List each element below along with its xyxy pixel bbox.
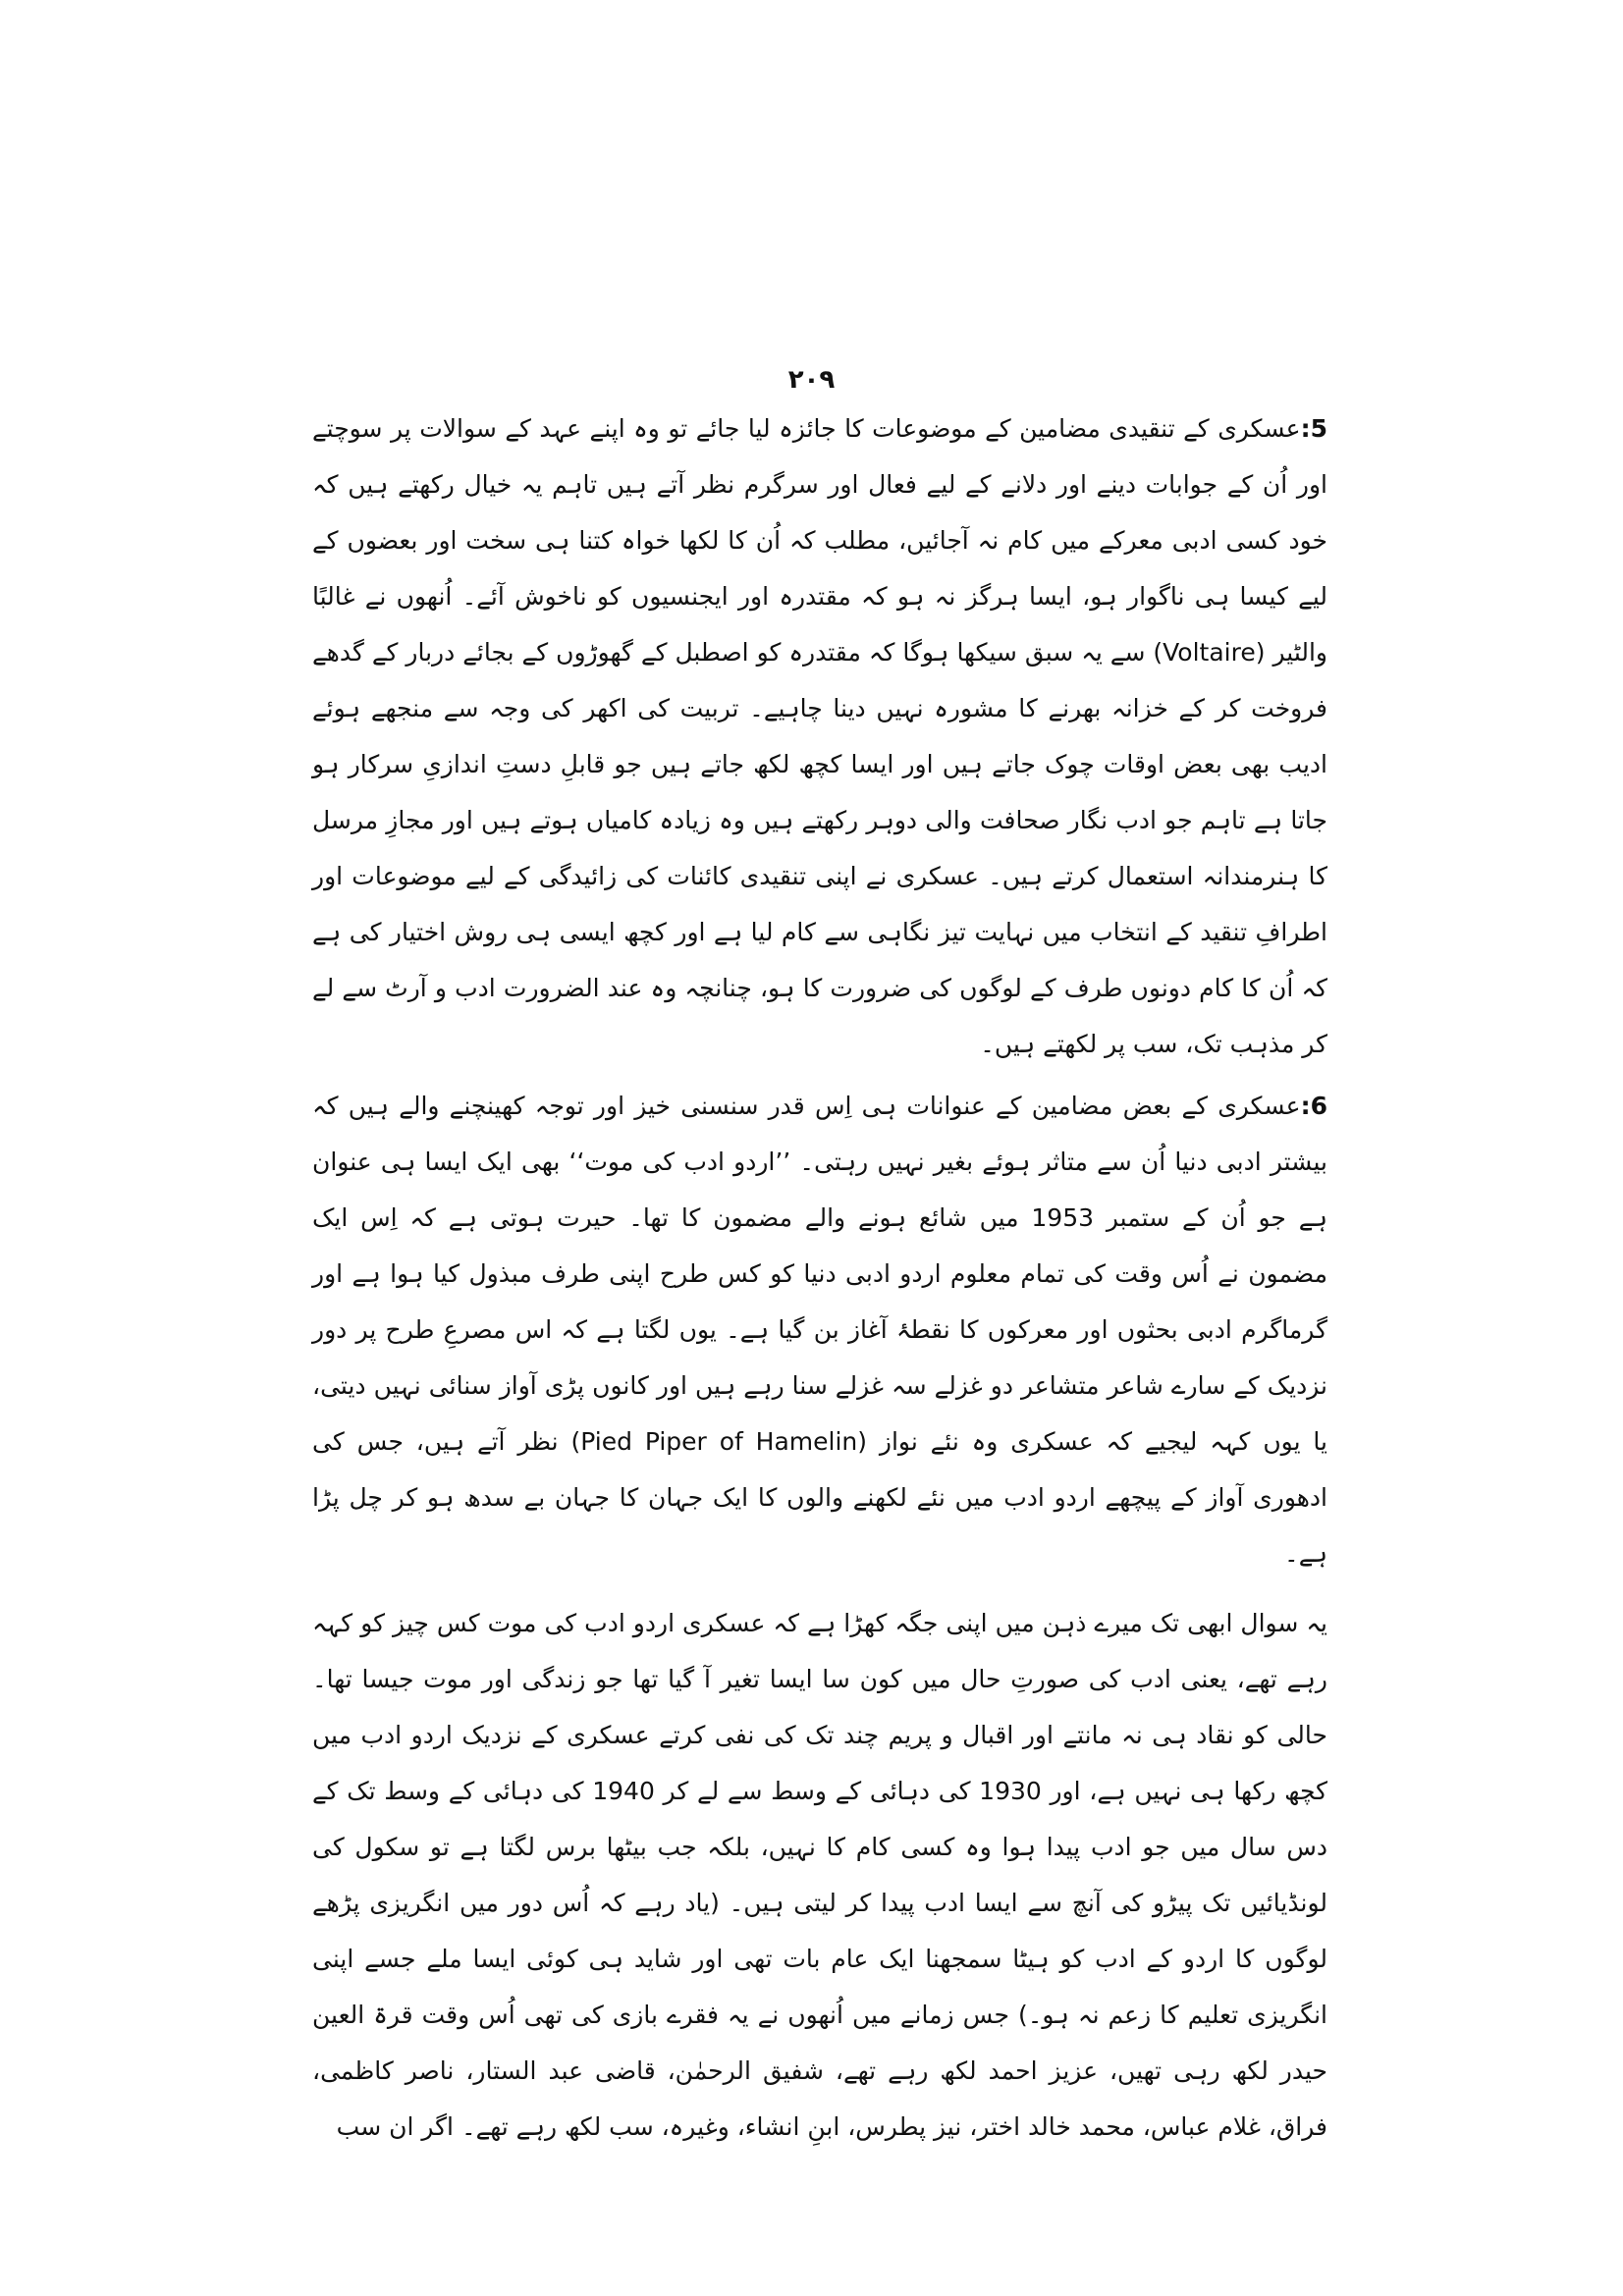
- body-text: [312, 400, 1327, 2155]
- footnote-number: 6:: [1300, 1092, 1327, 1120]
- footnote-number: 5:: [1300, 414, 1327, 443]
- footnote-text: عسکری کے تنقیدی مضامین کے موضوعات کا جائزہ لیا جائے تو وہ اپنے عہد کے سوالات پر سوچتے اور اُن کے جوابات دینے اور دلانے کے لیے فعال اور سرگرم نظر آتے ہیں تاہم یہ خیال رکھتے ہیں کہ خود کسی ادبی معرکے میں کام نہ آجائیں، مطلب کہ اُن کا لکھا خواہ کتنا ہی سخت اور بعضوں کے لیے کیسا ہی ناگوار ہو، ایسا ہرگز نہ ہو کہ مقتدرہ اور ایجنسیوں کو ناخوش آئے۔ اُنھوں نے غالبًا والٹیر (Voltaire) سے یہ سبق سیکھا ہوگا کہ مقتدرہ کو اصطبل کے گھوڑوں کے بجائے دربار کے گدھے فروخت کر کے خزانہ بھرنے کا مشورہ نہیں دینا چاہیے۔ تربیت کی اکھر کی وجہ سے منجھے ہوئے ادیب بھی بعض اوقات چوک جاتے ہیں اور ایسا کچھ لکھ جاتے ہیں جو قابلِ دستِ اندازیِ سرکار ہو جاتا ہے تاہم جو ادب نگار صحافت والی دوہر رکھتے ہیں وہ زیادہ کامیاں ہوتے ہیں اور مجازِ مرسل کا ہنرمندانہ استعمال کرتے ہیں۔ عسکری نے اپنی تنقیدی کائنات کی زائیدگی کے لیے موضوعات اور اطرافِ تنقید کے انتخاب میں نہایت تیز نگاہی سے کام لیا ہے اور کچھ ایسی ہی روش اختیار کی ہے کہ اُن کا کام دونوں طرف کے لوگوں کی ضرورت کا ہو، چنانچہ وہ عند الضرورت ادب و آرٹ سے لے کر مذہب تک، سب پر لکھتے ہیں۔: [312, 414, 1327, 1058]
- footnote-text: عسکری کے بعض مضامین کے عنوانات ہی اِس قدر سنسنی خیز اور توجہ کھینچنے والے ہیں کہ بیشتر ادبی دنیا اُن سے متاثر ہوئے بغیر نہیں رہتی۔ ’’اردو ادب کی موت‘‘ بھی ایک ایسا ہی عنوان ہے جو اُن کے ستمبر 1953 میں شائع ہونے والے مضمون کا تھا۔ حیرت ہوتی ہے کہ اِس ایک مضمون نے اُس وقت کی تمام معلوم اردو ادبی دنیا کو کس طرح اپنی طرف مبذول کیا ہوا ہے اور گرماگرم ادبی بحثوں اور معرکوں کا نقطۂ آغاز بن گیا ہے۔ یوں لگتا ہے کہ اس مصرعِ طرح پر دور نزدیک کے سارے شاعر متشاعر دو غزلے سہ غزلے سنا رہے ہیں اور کانوں پڑی آواز سنائی نہیں دیتی، یا یوں کہہ لیجیے کہ عسکری وہ نئے نواز (Pied Piper of Hamelin) نظر آتے ہیں، جس کی ادھوری آواز کے پیچھے اردو ادب میں نئے لکھنے والوں کا ایک جہان کا جہان بے سدھ ہو کر چل پڑا ہے۔: [312, 1092, 1327, 1568]
- body-paragraph: یہ سوال ابھی تک میرے ذہن میں اپنی جگہ کھڑا ہے کہ عسکری اردو ادب کی موت کس چیز کو کہہ رہے تھے، یعنی ادب کی صورتِ حال میں کون سا ایسا تغیر آ گیا تھا جو زندگی اور موت جیسا تھا۔ حالی کو نقاد ہی نہ مانتے اور اقبال و پریم چند تک کی نفی کرتے عسکری کے نزدیک اردو ادب میں کچھ رکھا ہی نہیں ہے، اور 1930 کی دہائی کے وسط سے لے کر 1940 کی دہائی کے وسط تک کے دس سال میں جو ادب پیدا ہوا وہ کسی کام کا نہیں، بلکہ جب بیٹھا برس لگتا ہے تو سکول کی لونڈیائیں تک پیڑو کی آنچ سے ایسا ادب پیدا کر لیتی ہیں۔ (یاد رہے کہ اُس دور میں انگریزی پڑھے لوگوں کا اردو کے ادب کو ہیٹا سمجھنا ایک عام بات تھی اور شاید ہی کوئی ایسا ملے جسے اپنی انگریزی تعلیم کا زعم نہ ہو۔) جس زمانے میں اُنھوں نے یہ فقرے بازی کی تھی اُس وقت قرۃ العین حیدر لکھ رہی تھیں، عزیز احمد لکھ رہے تھے، شفیق الرحمٰن، قاضی عبد الستار، ناصر کاظمی، فراق، غلام عباس، محمد خالد اختر، نیز پطرس، ابنِ انشاء، وغیرہ، سب لکھ رہے تھے۔ اگر ان سب: [312, 1609, 1327, 2141]
- page-number: ۲۰۹: [787, 365, 836, 395]
- footnote-5: [312, 400, 1327, 1072]
- footnote-6: [312, 1078, 1327, 1581]
